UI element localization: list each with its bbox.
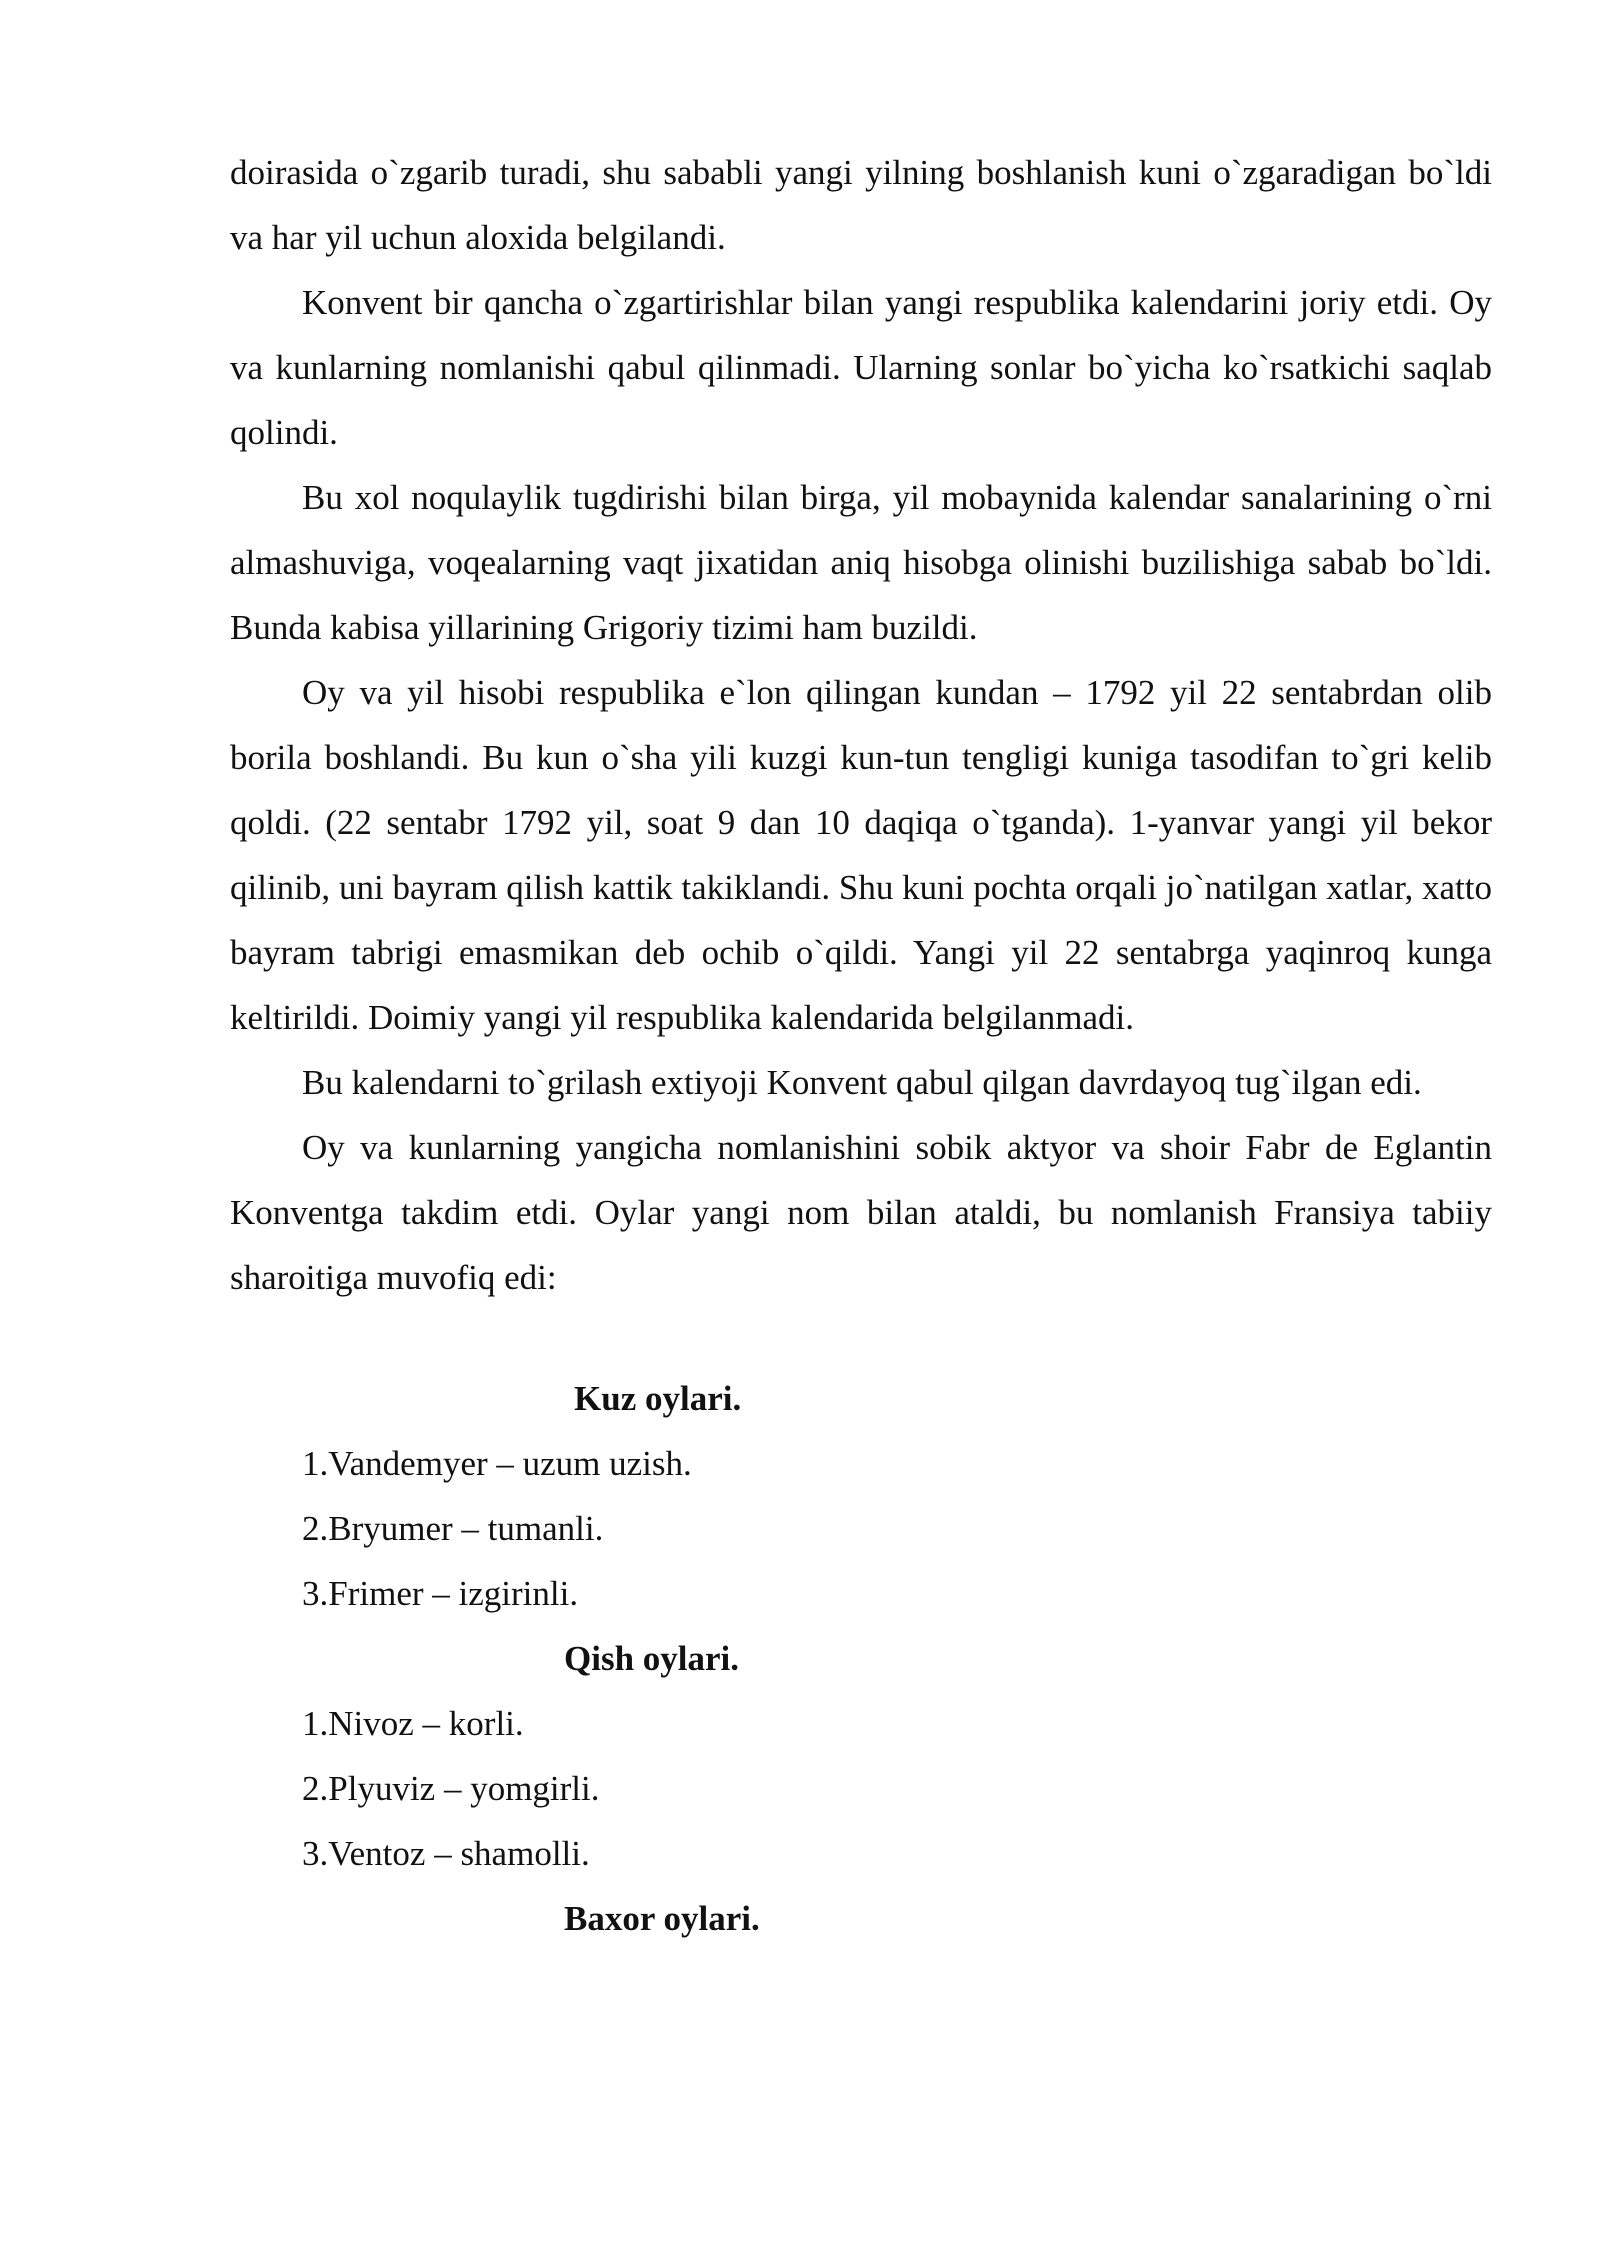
list-item: 1.Vandemyer – uzum uzish.: [302, 1444, 692, 1483]
paragraph: Bu xol noqulaylik tugdirishi bilan birga, yil mobaynida kalendar sanalarining o`rni almashuviga, voqealarning vaqt jixatidan aniq hisobga olinishi buzilishiga sabab bo`ldi. Bunda kabisa yillarining Grigoriy tizimi ham buzildi.: [230, 478, 1492, 647]
paragraph: Bu kalendarni to`grilash extiyoji Konvent qabul qilgan davrdayoq tug`ilgan edi.: [302, 1063, 1422, 1102]
paragraph: Oy va yil hisobi respublika e`lon qilingan kundan – 1792 yil 22 sentabrdan olib borila boshlandi. Bu kun o`sha yili kuzgi kun-tun tengligi kuniga tasodifan to`gri kelib qoldi. (22 sentabr 1792 yil, soat 9 dan 10 daqiqa o`tganda). 1-yanvar yangi yil bekor qilinib, uni bayram qilish kattik takiklandi. Shu kuni pochta orqali jo`natilgan xatlar, xatto bayram tabrigi emasmikan deb ochib o`qildi. Yangi yil 22 sentabrga yaqinroq kunga keltirildi. Doimiy yangi yil respublika kalendarida belgilanmadi.: [230, 673, 1492, 1037]
section-heading-spring: Baxor oylari.: [564, 1899, 760, 1938]
paragraph-continuation: doirasida o`zgarib turadi, shu sababli yangi yilning boshlanish kuni o`zgaradigan bo`ldi va har yil uchun aloxida belgilandi.: [230, 153, 1492, 257]
list-item: 2.Bryumer – tumanli.: [302, 1509, 604, 1548]
list-item: 3.Ventoz – shamolli.: [302, 1834, 590, 1873]
paragraph: Konvent bir qancha o`zgartirishlar bilan yangi respublika kalendarini joriy etdi. Oy va kunlarning nomlanishi qabul qilinmadi. Ularning sonlar bo`yicha ko`rsatkichi saqlab qolindi.: [230, 283, 1492, 452]
section-heading-autumn: Kuz oylari.: [574, 1379, 742, 1418]
list-item: 3.Frimer – izgirinli.: [302, 1574, 579, 1613]
list-item: 2.Plyuviz – yomgirli.: [302, 1769, 600, 1808]
paragraph: Oy va kunlarning yangicha nomlanishini sobik aktyor va shoir Fabr de Eglantin Konventga takdim etdi. Oylar yangi nom bilan ataldi, bu nomlanish Fransiya tabiiy sharoitiga muvofiq edi:: [230, 1128, 1492, 1297]
document-page: [230, 140, 1492, 1951]
list-item: 1.Nivoz – korli.: [302, 1704, 524, 1743]
spacer: [230, 1310, 1492, 1366]
section-heading-winter: Qish oylari.: [564, 1639, 740, 1678]
